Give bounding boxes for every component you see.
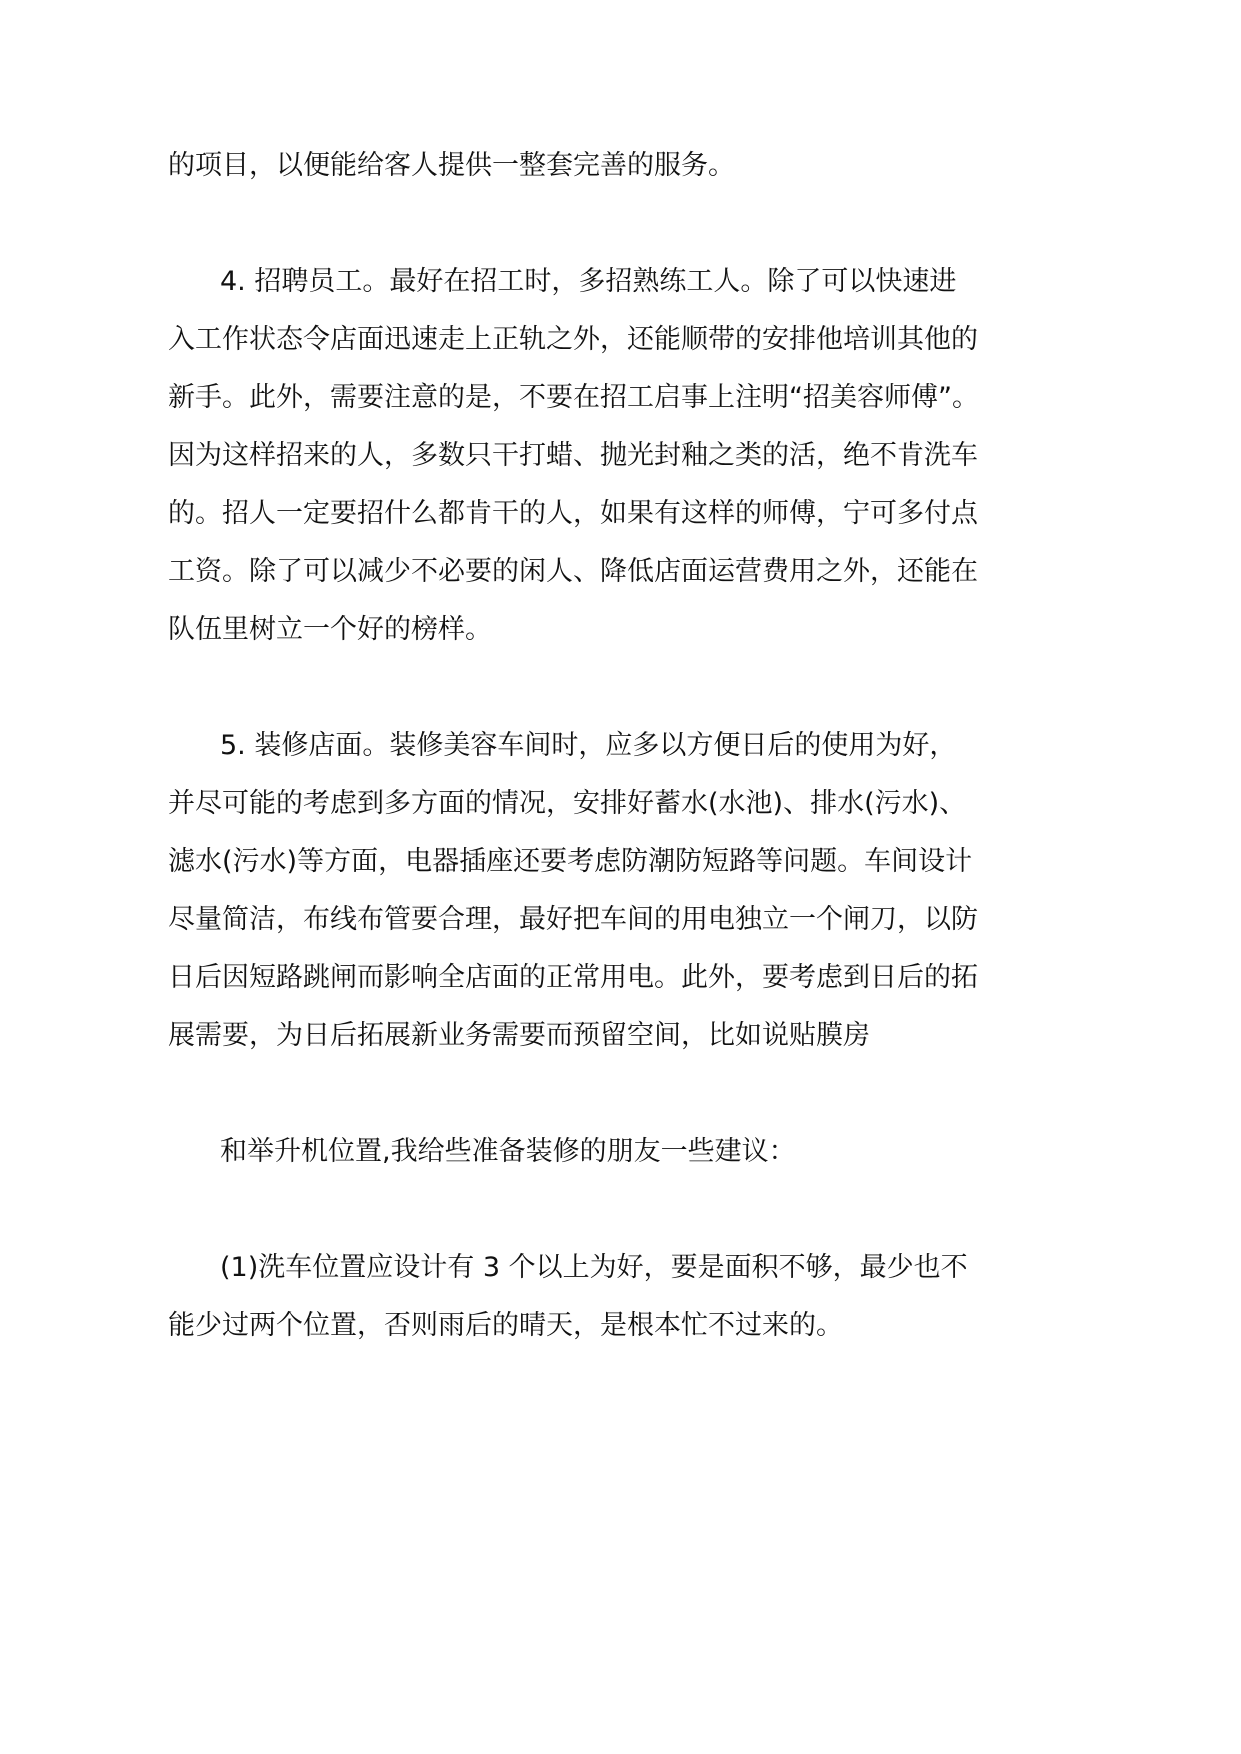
text-line-10: 并尽可能的考虑到多方面的情况，安排好蓄水(水池)、排水(污水)、 [168,788,967,819]
text-line-15: 和举升机位置,我给些准备装修的朋友一些建议： [220,1136,796,1167]
text-line-7: 工资。除了可以减少不必要的闲人、降低店面运营费用之外，还能在 [168,556,978,587]
text-line-9: 5. 装修店面。装修美容车间时，应多以方便日后的使用为好， [220,730,957,761]
text-line-11: 滤水(污水)等方面，电器插座还要考虑防潮防短路等问题。车间设计 [168,846,973,877]
text-line-1: 的项目，以便能给客人提供一整套完善的服务。 [168,150,735,181]
text-line-5: 因为这样招来的人，多数只干打蜡、抛光封釉之类的活，绝不肯洗车 [168,440,978,471]
text-line-16: (1)洗车位置应设计有 3 个以上为好，要是面积不够，最少也不 [220,1252,968,1283]
text-line-14: 展需要，为日后拓展新业务需要而预留空间，比如说贴膜房 [168,1020,870,1051]
text-line-4: 新手。此外，需要注意的是，不要在招工启事上注明“招美容师傅”。 [168,382,979,413]
text-line-8: 队伍里树立一个好的榜样。 [168,614,492,645]
text-line-2: 4. 招聘员工。最好在招工时，多招熟练工人。除了可以快速进 [220,266,957,297]
text-line-3: 入工作状态令店面迅速走上正轨之外，还能顺带的安排他培训其他的 [168,324,978,355]
text-line-17: 能少过两个位置，否则雨后的晴天，是根本忙不过来的。 [168,1310,843,1341]
text-line-6: 的。招人一定要招什么都肯干的人，如果有这样的师傅，宁可多付点 [168,498,978,529]
text-line-13: 日后因短路跳闸而影响全店面的正常用电。此外，要考虑到日后的拓 [168,962,978,993]
text-line-12: 尽量简洁，布线布管要合理，最好把车间的用电独立一个闸刀，以防 [168,904,978,935]
